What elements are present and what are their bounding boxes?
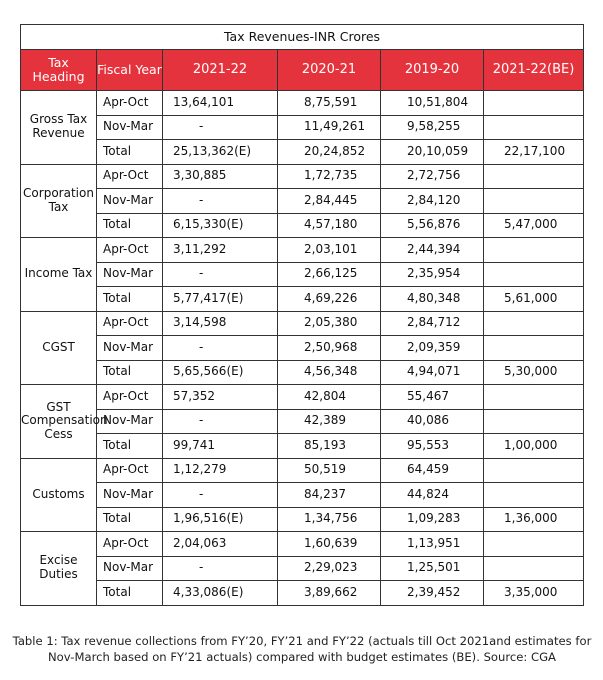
value-2020-21-cell: 4,56,348	[278, 360, 381, 385]
value-2021-22-be-cell: 5,61,000	[484, 287, 584, 312]
tax-heading-cell: Customs	[21, 458, 97, 532]
value-2021-22-be-cell: 3,35,000	[484, 581, 584, 606]
tax-heading-cell: GST Compensation Cess	[21, 385, 97, 459]
value-2021-22-cell: 13,64,101	[163, 91, 278, 116]
value-2021-22-cell: 1,12,279	[163, 458, 278, 483]
header-2021-22-be: 2021-22(BE)	[484, 50, 584, 91]
value-2019-20-cell: 4,94,071	[381, 360, 484, 385]
value-2020-21-cell: 2,66,125	[278, 262, 381, 287]
value-2019-20-cell: 95,553	[381, 434, 484, 459]
table-row	[21, 458, 584, 483]
value-2021-22-be-cell: 5,30,000	[484, 360, 584, 385]
value-2021-22-be-cell	[484, 311, 584, 336]
tax-heading-cell: Gross Tax Revenue	[21, 91, 97, 165]
value-2021-22-be-cell	[484, 262, 584, 287]
period-cell: Nov-Mar	[97, 556, 163, 581]
table-row	[21, 409, 584, 434]
value-2021-22-be-cell: 1,00,000	[484, 434, 584, 459]
value-2021-22-cell: 3,30,885	[163, 164, 278, 189]
table-row	[21, 164, 584, 189]
table-body	[21, 91, 584, 606]
value-2021-22-be-cell	[484, 556, 584, 581]
value-2021-22-be-cell	[484, 189, 584, 214]
value-2021-22-be-cell: 1,36,000	[484, 507, 584, 532]
value-2019-20-cell: 64,459	[381, 458, 484, 483]
value-2019-20-cell: 2,84,120	[381, 189, 484, 214]
value-2021-22-be-cell: 22,17,100	[484, 140, 584, 165]
value-2021-22-cell: 5,77,417(E)	[163, 287, 278, 312]
table-title-row	[21, 25, 584, 50]
value-2021-22-cell: 57,352	[163, 385, 278, 410]
value-2021-22-cell: 4,33,086(E)	[163, 581, 278, 606]
table-row	[21, 238, 584, 263]
header-fiscal-year: Fiscal Year	[97, 50, 163, 91]
value-2021-22-be-cell	[484, 532, 584, 557]
value-2020-21-cell: 8,75,591	[278, 91, 381, 116]
period-cell: Total	[97, 287, 163, 312]
table-row	[21, 483, 584, 508]
tax-heading-cell: CGST	[21, 311, 97, 385]
value-2021-22-cell: 99,741	[163, 434, 278, 459]
value-2021-22-cell: 2,04,063	[163, 532, 278, 557]
value-2019-20-cell: 2,39,452	[381, 581, 484, 606]
value-2020-21-cell: 85,193	[278, 434, 381, 459]
value-2020-21-cell: 4,57,180	[278, 213, 381, 238]
period-cell: Nov-Mar	[97, 409, 163, 434]
period-cell: Apr-Oct	[97, 311, 163, 336]
value-2019-20-cell: 2,09,359	[381, 336, 484, 361]
value-2021-22-cell: 3,11,292	[163, 238, 278, 263]
value-2019-20-cell: 2,72,756	[381, 164, 484, 189]
period-cell: Nov-Mar	[97, 336, 163, 361]
value-2020-21-cell: 84,237	[278, 483, 381, 508]
value-2019-20-cell: 4,80,348	[381, 287, 484, 312]
table-row	[21, 434, 584, 459]
value-2021-22-be-cell	[484, 336, 584, 361]
table-row	[21, 262, 584, 287]
value-2021-22-cell: -	[163, 483, 278, 508]
value-2020-21-cell: 42,389	[278, 409, 381, 434]
value-2019-20-cell: 1,25,501	[381, 556, 484, 581]
period-cell: Total	[97, 581, 163, 606]
table-row	[21, 287, 584, 312]
value-2021-22-cell: 6,15,330(E)	[163, 213, 278, 238]
table-row	[21, 91, 584, 116]
period-cell: Apr-Oct	[97, 164, 163, 189]
period-cell: Apr-Oct	[97, 238, 163, 263]
table-row	[21, 336, 584, 361]
tax-heading-cell: Excise Duties	[21, 532, 97, 606]
value-2020-21-cell: 20,24,852	[278, 140, 381, 165]
period-cell: Nov-Mar	[97, 115, 163, 140]
period-cell: Nov-Mar	[97, 262, 163, 287]
table-row	[21, 189, 584, 214]
value-2020-21-cell: 11,49,261	[278, 115, 381, 140]
value-2019-20-cell: 2,84,712	[381, 311, 484, 336]
value-2019-20-cell: 44,824	[381, 483, 484, 508]
period-cell: Nov-Mar	[97, 189, 163, 214]
period-cell: Apr-Oct	[97, 91, 163, 116]
table-row	[21, 140, 584, 165]
table-row	[21, 556, 584, 581]
value-2021-22-be-cell	[484, 409, 584, 434]
table-row	[21, 213, 584, 238]
value-2021-22-cell: -	[163, 409, 278, 434]
value-2021-22-cell: 3,14,598	[163, 311, 278, 336]
value-2019-20-cell: 1,09,283	[381, 507, 484, 532]
value-2021-22-be-cell	[484, 238, 584, 263]
period-cell: Nov-Mar	[97, 483, 163, 508]
value-2020-21-cell: 4,69,226	[278, 287, 381, 312]
period-cell: Apr-Oct	[97, 385, 163, 410]
value-2019-20-cell: 20,10,059	[381, 140, 484, 165]
value-2021-22-be-cell	[484, 483, 584, 508]
header-2019-20: 2019-20	[381, 50, 484, 91]
table-row	[21, 581, 584, 606]
value-2020-21-cell: 2,84,445	[278, 189, 381, 214]
value-2021-22-be-cell	[484, 385, 584, 410]
value-2019-20-cell: 1,13,951	[381, 532, 484, 557]
value-2020-21-cell: 2,05,380	[278, 311, 381, 336]
period-cell: Total	[97, 434, 163, 459]
value-2020-21-cell: 1,34,756	[278, 507, 381, 532]
value-2021-22-be-cell	[484, 115, 584, 140]
period-cell: Apr-Oct	[97, 532, 163, 557]
value-2020-21-cell: 2,50,968	[278, 336, 381, 361]
value-2019-20-cell: 55,467	[381, 385, 484, 410]
value-2020-21-cell: 1,72,735	[278, 164, 381, 189]
value-2021-22-cell: 25,13,362(E)	[163, 140, 278, 165]
value-2021-22-cell: -	[163, 336, 278, 361]
value-2019-20-cell: 5,56,876	[381, 213, 484, 238]
header-2021-22: 2021-22	[163, 50, 278, 91]
value-2020-21-cell: 50,519	[278, 458, 381, 483]
header-tax-heading: Tax Heading	[21, 50, 97, 91]
table-caption: Table 1: Tax revenue collections from FY’20, FY’21 and FY’22 (actuals till Oct 2021and estimates for Nov-March based on FY’21 actuals) compared with budget estimates (BE). Source: CGA	[12, 634, 592, 664]
value-2020-21-cell: 42,804	[278, 385, 381, 410]
value-2019-20-cell: 2,35,954	[381, 262, 484, 287]
value-2020-21-cell: 3,89,662	[278, 581, 381, 606]
value-2021-22-be-cell	[484, 458, 584, 483]
table-row	[21, 507, 584, 532]
value-2021-22-be-cell	[484, 91, 584, 116]
value-2020-21-cell: 1,60,639	[278, 532, 381, 557]
table-row	[21, 532, 584, 557]
header-2020-21: 2020-21	[278, 50, 381, 91]
tax-revenue-table	[20, 24, 584, 606]
value-2021-22-cell: -	[163, 115, 278, 140]
table-row	[21, 115, 584, 140]
value-2021-22-cell: -	[163, 262, 278, 287]
tax-heading-cell: Corporation Tax	[21, 164, 97, 238]
period-cell: Total	[97, 213, 163, 238]
value-2021-22-be-cell: 5,47,000	[484, 213, 584, 238]
value-2021-22-cell: -	[163, 556, 278, 581]
value-2019-20-cell: 40,086	[381, 409, 484, 434]
table-title: Tax Revenues-INR Crores	[21, 25, 584, 50]
value-2019-20-cell: 10,51,804	[381, 91, 484, 116]
table-header-row	[21, 50, 584, 91]
value-2021-22-cell: 1,96,516(E)	[163, 507, 278, 532]
period-cell: Total	[97, 360, 163, 385]
value-2021-22-be-cell	[484, 164, 584, 189]
value-2021-22-cell: 5,65,566(E)	[163, 360, 278, 385]
value-2019-20-cell: 2,44,394	[381, 238, 484, 263]
value-2021-22-cell: -	[163, 189, 278, 214]
table-row	[21, 360, 584, 385]
tax-heading-cell: Income Tax	[21, 238, 97, 312]
period-cell: Total	[97, 140, 163, 165]
value-2020-21-cell: 2,03,101	[278, 238, 381, 263]
value-2020-21-cell: 2,29,023	[278, 556, 381, 581]
period-cell: Apr-Oct	[97, 458, 163, 483]
table-row	[21, 311, 584, 336]
value-2019-20-cell: 9,58,255	[381, 115, 484, 140]
period-cell: Total	[97, 507, 163, 532]
table-row	[21, 385, 584, 410]
